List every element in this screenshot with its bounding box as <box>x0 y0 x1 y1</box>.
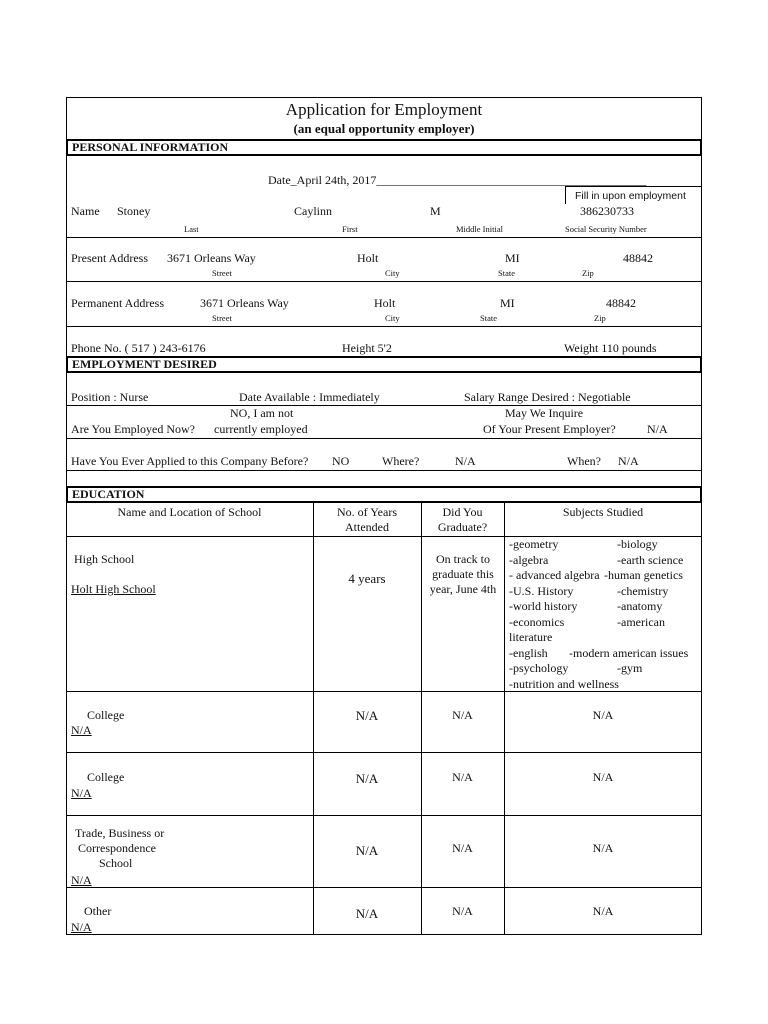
years-trade[interactable]: N/A <box>355 843 379 858</box>
permanent-state-value[interactable]: MI <box>500 296 515 310</box>
years-college-2[interactable]: N/A <box>355 771 379 786</box>
caption-street: Street <box>212 268 232 278</box>
subject-item: -modern american issues <box>569 645 689 660</box>
subject-item: -nutrition and wellness <box>509 676 619 691</box>
subject-line <box>509 599 701 615</box>
middle-initial-value[interactable]: M <box>430 204 441 218</box>
where-label: Where? <box>382 454 420 468</box>
graduated-college-1[interactable]: N/A <box>452 708 473 722</box>
inquire-label-line2: Of Your Present Employer? <box>483 422 616 436</box>
graduated-high-school[interactable]: On track to graduate this year, June 4th <box>429 552 497 596</box>
subject-item: -english <box>509 645 548 660</box>
caption-last: Last <box>184 224 199 234</box>
subject-line <box>509 677 701 693</box>
subject-item: literature <box>509 630 553 644</box>
present-address-label: Present Address <box>71 251 148 265</box>
height-field[interactable]: Height 5'2 <box>342 341 392 355</box>
subject-line <box>509 615 701 631</box>
subjects-college-2[interactable]: N/A <box>592 770 614 784</box>
subject-item: -american <box>617 614 665 629</box>
subjects-high-school <box>509 537 701 692</box>
when-label: When? <box>567 454 601 468</box>
last-name-value[interactable]: Stoney <box>117 204 151 218</box>
first-name-value[interactable]: Caylinn <box>294 204 332 218</box>
employed-answer-line1: NO, I am not <box>230 406 294 420</box>
inquire-answer[interactable]: N/A <box>647 422 668 436</box>
inquire-label-line1: May We Inquire <box>505 406 584 420</box>
subjects-other[interactable]: N/A <box>592 904 614 918</box>
caption-first: First <box>342 224 358 234</box>
subject-line <box>509 537 701 553</box>
caption-ssn: Social Security Number <box>565 224 647 234</box>
when-answer[interactable]: N/A <box>618 454 639 468</box>
subject-item: -anatomy <box>617 599 663 613</box>
subject-item: -chemistry <box>617 583 669 598</box>
school-name-other[interactable]: N/A <box>71 920 92 934</box>
caption-state: State <box>498 268 515 278</box>
school-name-college-1[interactable]: N/A <box>71 723 92 737</box>
section-personal-information: PERSONAL INFORMATION <box>66 139 702 156</box>
name-label: Name <box>71 204 100 218</box>
column-header-years-1: No. of Years <box>337 505 397 519</box>
present-street-value[interactable]: 3671 Orleans Way <box>167 251 256 265</box>
subject-item: -gym <box>617 661 643 675</box>
school-name-college-2[interactable]: N/A <box>71 786 92 800</box>
ssn-value[interactable]: 386230733 <box>580 204 634 218</box>
phone-field[interactable]: Phone No. ( 517 ) 243-6176 <box>71 341 206 355</box>
caption-city: City <box>385 268 400 278</box>
subject-line <box>509 630 701 646</box>
school-type-trade-line1: Trade, Business or <box>75 826 165 840</box>
subjects-trade[interactable]: N/A <box>592 841 614 855</box>
present-zip-value[interactable]: 48842 <box>623 251 653 265</box>
fill-in-note: Fill in upon employment <box>565 186 701 204</box>
permanent-address-label: Permanent Address <box>71 296 164 310</box>
permanent-city-value[interactable]: Holt <box>374 296 396 310</box>
applied-before-answer[interactable]: NO <box>332 454 350 468</box>
subject-item: -psychology <box>509 661 569 675</box>
caption-street: Street <box>212 313 232 323</box>
date-available-field[interactable]: Date Available : Immediately <box>239 390 380 404</box>
form-title: Application for Employment <box>285 100 483 119</box>
employed-answer-line2[interactable]: currently employed <box>214 422 308 436</box>
school-type-college-1: College <box>87 708 125 722</box>
form-subtitle: (an equal opportunity employer) <box>293 121 475 136</box>
school-name-high-school[interactable]: Holt High School <box>71 582 156 596</box>
present-state-value[interactable]: MI <box>505 251 520 265</box>
column-header-graduated-2: Graduate? <box>437 520 488 534</box>
school-type-trade-line3: School <box>99 856 133 870</box>
subject-item: -human genetics <box>604 568 683 582</box>
section-employment-desired: EMPLOYMENT DESIRED <box>66 356 702 373</box>
subject-line <box>509 553 701 569</box>
salary-range-field[interactable]: Salary Range Desired : Negotiable <box>464 390 631 404</box>
subject-item: -geometry <box>509 537 559 551</box>
subject-item: -world history <box>509 599 578 613</box>
subject-item: -biology <box>617 537 658 551</box>
date-field: Date_April 24th, 2017_____________________________________________ <box>268 173 647 187</box>
subjects-college-1[interactable]: N/A <box>592 708 614 722</box>
subject-item: - advanced algebra <box>509 568 600 582</box>
column-header-school: Name and Location of School <box>117 505 262 519</box>
subject-item: -U.S. History <box>509 583 574 598</box>
subject-line <box>509 661 701 677</box>
permanent-zip-value[interactable]: 48842 <box>606 296 636 310</box>
subject-item: -earth science <box>617 552 684 567</box>
graduated-trade[interactable]: N/A <box>452 841 473 855</box>
caption-state: State <box>480 313 497 323</box>
employed-question: Are You Employed Now? <box>71 422 195 436</box>
caption-middle-initial: Middle Initial <box>456 224 503 234</box>
permanent-street-value[interactable]: 3671 Orleans Way <box>200 296 289 310</box>
weight-field[interactable]: Weight 110 pounds <box>564 341 657 355</box>
graduated-college-2[interactable]: N/A <box>452 770 473 784</box>
where-answer[interactable]: N/A <box>455 454 476 468</box>
years-college-1[interactable]: N/A <box>355 708 379 723</box>
subject-line <box>509 568 701 584</box>
applied-before-question: Have You Ever Applied to this Company Before? <box>71 454 309 468</box>
subject-line <box>509 646 701 662</box>
school-type-trade-line2: Correspondence <box>78 841 156 855</box>
position-field[interactable]: Position : Nurse <box>71 390 149 404</box>
caption-city: City <box>385 313 400 323</box>
section-education: EDUCATION <box>66 486 702 503</box>
subject-line <box>509 584 701 600</box>
school-name-trade[interactable]: N/A <box>71 873 92 887</box>
subject-item: -algebra <box>509 552 549 567</box>
column-header-years-2: Attended <box>345 520 389 534</box>
school-type-other: Other <box>84 904 112 918</box>
caption-zip: Zip <box>594 313 606 323</box>
present-city-value[interactable]: Holt <box>357 251 379 265</box>
years-high-school[interactable]: 4 years <box>348 571 386 586</box>
graduated-other[interactable]: N/A <box>452 904 473 918</box>
subject-item: -economics <box>509 614 565 629</box>
school-type-high-school: High School <box>74 552 135 566</box>
column-header-subjects: Subjects Studied <box>562 505 644 519</box>
column-header-graduated-1: Did You <box>442 505 483 519</box>
years-other[interactable]: N/A <box>355 906 379 921</box>
school-type-college-2: College <box>87 770 125 784</box>
caption-zip: Zip <box>582 268 594 278</box>
